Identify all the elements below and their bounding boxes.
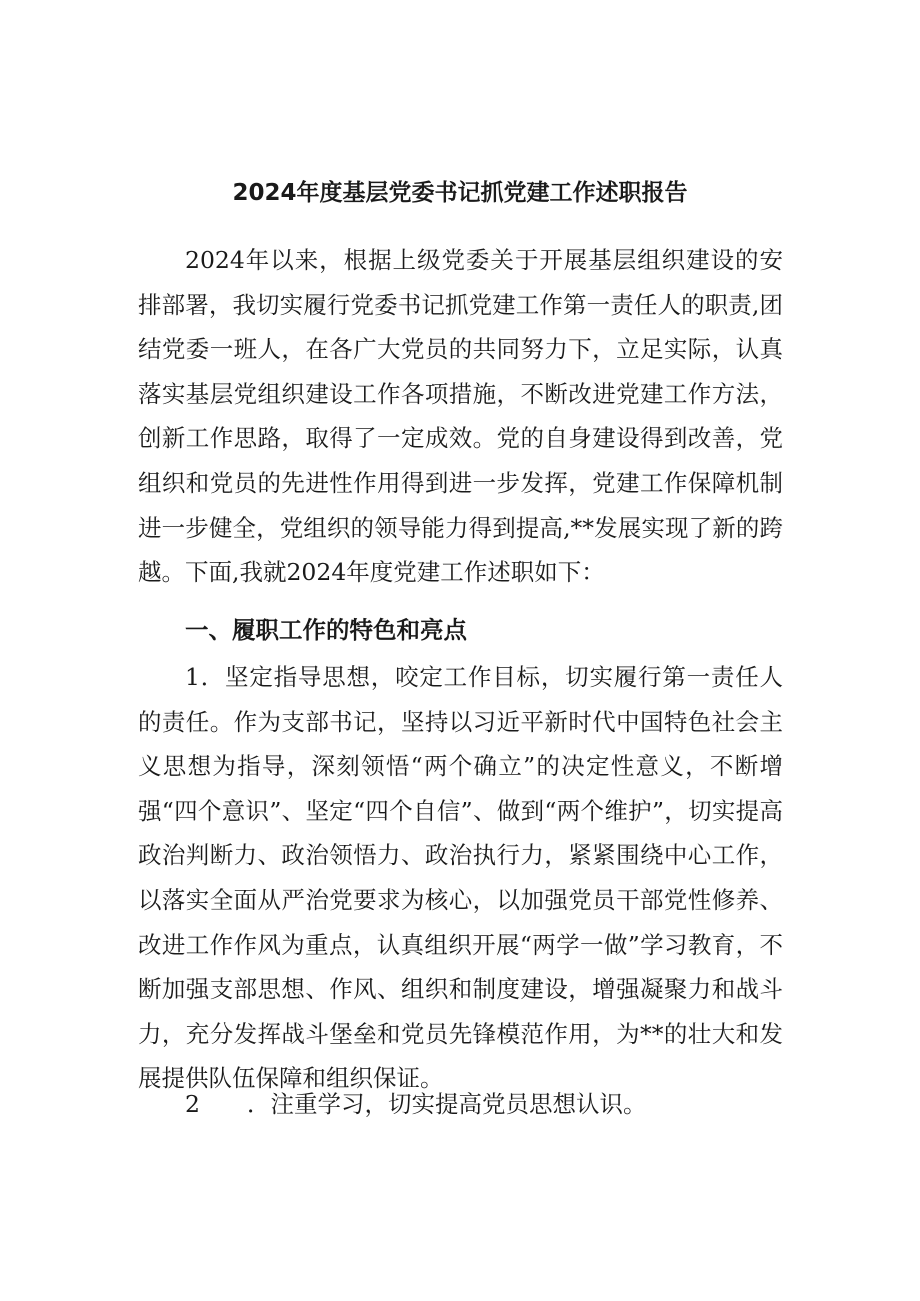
section-heading: 一、履职工作的特色和亮点 (185, 616, 467, 644)
intro-paragraph: 2024年以来，根据上级党委关于开展基层组织建设的安排部署，我切实履行党委书记抓党建工作第一责任人的职责,团结党委一班人，在各广大党员的共同努力下，立足实际，认真落实基层党组织建设工作各项措施，不断改进党建工作方法，创新工作思路，取得了一定成效。党的自身建设得到改善，党组织和党员的先进性作用得到进一步发挥，党建工作保障机制进一步健全，党组织的领导能力得到提高,**发展实现了新的跨越。下面,我就2024年度党建工作述职如下： (138, 246, 783, 587)
item-1-paragraph: 1．坚定指导思想，咬定工作目标，切实履行第一责任人的责任。作为支部书记，坚持以习近平新时代中国特色社会主义思想为指导，深刻领悟“两个确立”的决定性意义，不断增强“四个意识”、坚定“四个自信”、做到“两个维护”，切实提高政治判断力、政治领悟力、政治执行力，紧紧围绕中心工作，以落实全面从严治党要求为核心，以加强党员干部党性修养、改进工作作风为重点，认真组织开展“两学一做”学习教育，不断加强支部思想、作风、组织和制度建设，增强凝聚力和战斗力，充分发挥战斗堡垒和党员先锋模范作用，为**的壮大和发展提供队伍保障和组织保证。 (138, 663, 783, 1093)
item-2-paragraph: 2 ．注重学习，切实提高党员思想认识。 (185, 1090, 647, 1118)
document-title: 2024年度基层党委书记抓党建工作述职报告 (232, 180, 688, 206)
